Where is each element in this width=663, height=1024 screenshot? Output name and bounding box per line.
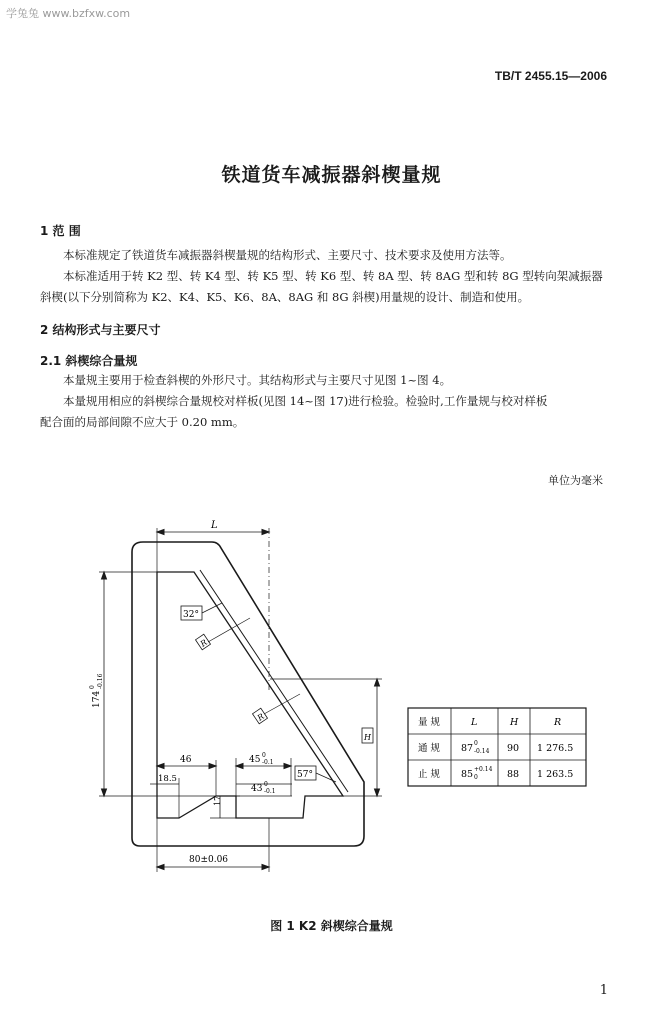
section-2-1-paragraph-2-line-1: 本量规用相应的斜楔综合量规校对样板(见图 14~图 17)进行检验。检验时,工作量规与校对样板	[63, 394, 548, 408]
table-row-nogo-name: 止 规	[418, 769, 441, 780]
table-row-go-L-tol-up: 0	[474, 740, 478, 747]
table-header-L: L	[471, 717, 478, 728]
table-row-go-L-tol-lo: -0.14	[474, 748, 490, 755]
section-2-heading: 2 结构形式与主要尺寸	[40, 323, 161, 337]
table-header-gauge: 量 规	[418, 717, 441, 728]
section-1-paragraph-1: 本标准规定了铁道货车减振器斜楔量规的结构形式、主要尺寸、技术要求及使用方法等。	[63, 248, 512, 262]
dim-17-value: 17	[213, 795, 222, 806]
dim-174-tol-up: 0	[89, 685, 96, 689]
section-1-paragraph-2-line-2: 斜楔(以下分别简称为 K2、K4、K5、K6、8A、8AG 和 8G 斜楔)用量规的设计、制造和使用。	[40, 290, 530, 304]
dim-46-value: 46	[180, 755, 192, 765]
dim-45-value: 45	[249, 755, 261, 765]
table-row-nogo-R: 1 263.5	[537, 769, 574, 780]
angle-57-label: 57°	[297, 770, 313, 780]
page-number: 1	[599, 983, 608, 998]
table-row-nogo-L-tol-lo: 0	[474, 774, 478, 781]
unit-note: 单位为毫米	[548, 474, 603, 487]
figure-caption: 图 1 K2 斜楔综合量规	[270, 919, 393, 933]
radius-label-upper: R	[198, 637, 209, 649]
dim-18-5-value: 18.5	[158, 774, 177, 784]
dim-43-value: 43	[251, 784, 263, 794]
dim-45-tol-lo: -0.1	[262, 759, 274, 766]
dim-174-value: 174	[92, 690, 102, 708]
table-row-go-H: 90	[507, 743, 520, 754]
dim-L-label: L	[211, 520, 218, 531]
table-row-go-L: 87	[461, 743, 474, 754]
gauge-inner-profile	[157, 572, 343, 818]
dim-43-tol-up: 0	[264, 781, 268, 788]
dim-43-tol-lo: -0.1	[264, 788, 276, 795]
dimension-table	[418, 716, 573, 781]
section-1-heading: 1 范 围	[40, 224, 81, 238]
watermark: 学兔兔 www.bzfxw.com	[6, 7, 131, 20]
section-1-paragraph-2-line-1: 本标准适用于转 K2 型、转 K4 型、转 K5 型、转 K6 型、转 8A 型、转 8AG 型和转 8G 型转向架减振器	[63, 269, 603, 283]
table-row-nogo-L-tol-up: +0.14	[474, 766, 493, 773]
section-2-1-paragraph-1: 本量规主要用于检查斜楔的外形尺寸。其结构形式与主要尺寸见图 1~图 4。	[63, 373, 452, 387]
dim-45-tol-up: 0	[262, 752, 266, 759]
table-header-R: R	[554, 717, 562, 728]
dim-H-label: H	[364, 733, 371, 742]
radius-label-lower: R	[255, 711, 266, 723]
table-row-nogo-H: 88	[507, 769, 520, 780]
dim-174-tol-lo: -0.16	[97, 673, 104, 689]
table-row-nogo-L: 85	[461, 769, 474, 780]
table-header-H: H	[510, 717, 519, 728]
standard-number: TB/T 2455.15—2006	[494, 69, 607, 83]
table-row-go-R: 1 276.5	[537, 743, 574, 754]
document-title: 铁道货车减振器斜楔量规	[221, 164, 442, 186]
section-2-1-paragraph-2-line-2: 配合面的局部间隙不应大于 0.20 mm。	[40, 415, 245, 429]
angle-32-label: 32°	[183, 610, 199, 620]
section-2-1-heading: 2.1 斜楔综合量规	[40, 354, 138, 368]
gauge-outline	[132, 542, 364, 846]
table-row-go-name: 通 规	[418, 743, 441, 754]
dim-80-value: 80±0.06	[189, 855, 229, 865]
dim-174-group	[89, 673, 104, 708]
